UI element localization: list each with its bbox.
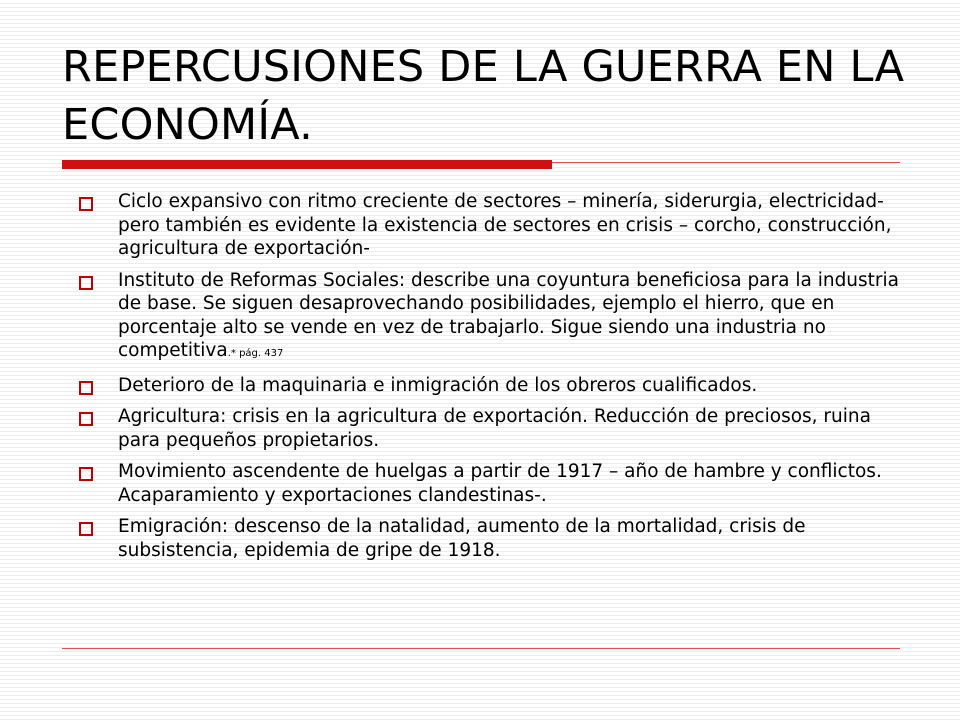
bullet-item-agriculture	[70, 405, 900, 452]
page-reference-note: .* pág. 437	[227, 348, 284, 359]
bullet-text: Movimiento ascendente de huelgas a partir de 1917 – año de hambre y conflictos. Acaparamiento y exportaciones clandestinas-.	[118, 461, 882, 506]
bullet-text: Instituto de Reformas Sociales: describe una coyuntura beneficiosa para la industria de base. Se siguen desaprovechando posibilidades, ejemplo el hierro, que en porcentaje alto se vende en vez de trabajarlo. Sigue siendo una industria no competitiva	[118, 269, 900, 361]
slide-title: REPERCUSIONES DE LA GUERRA EN LA ECONOMÍA.	[62, 42, 905, 150]
footer-divider-line	[62, 648, 900, 649]
square-bullet-icon	[79, 381, 93, 395]
bullet-item-social-reforms-institute	[70, 269, 900, 366]
bullet-item-strikes	[70, 460, 900, 507]
bullet-text: Emigración: descenso de la natalidad, aumento de la mortalidad, crisis de subsistencia, epidemia de gripe de 1918.	[118, 516, 806, 561]
bullet-item-expansive-cycle	[70, 190, 900, 261]
square-bullet-icon	[79, 522, 93, 536]
bullet-list	[70, 190, 900, 570]
bullet-text: Deterioro de la maquinaria e inmigración de los obreros cualificados.	[118, 374, 758, 396]
square-bullet-icon	[79, 412, 93, 426]
square-bullet-icon	[79, 276, 93, 290]
bullet-item-machinery-deterioration	[70, 374, 900, 398]
square-bullet-icon	[79, 467, 93, 481]
bullet-text: Agricultura: crisis en la agricultura de exportación. Reducción de preciosos, ruina para pequeños propietarios.	[118, 406, 871, 451]
title-accent-bar	[62, 160, 552, 169]
bullet-text: Ciclo expansivo con ritmo creciente de sectores – minería, siderurgia, electricidad- pero también es evidente la existencia de sectores en crisis – corcho, construcción, agricultura de exportación-	[118, 191, 892, 259]
bullet-item-emigration	[70, 515, 900, 562]
square-bullet-icon	[79, 197, 93, 211]
